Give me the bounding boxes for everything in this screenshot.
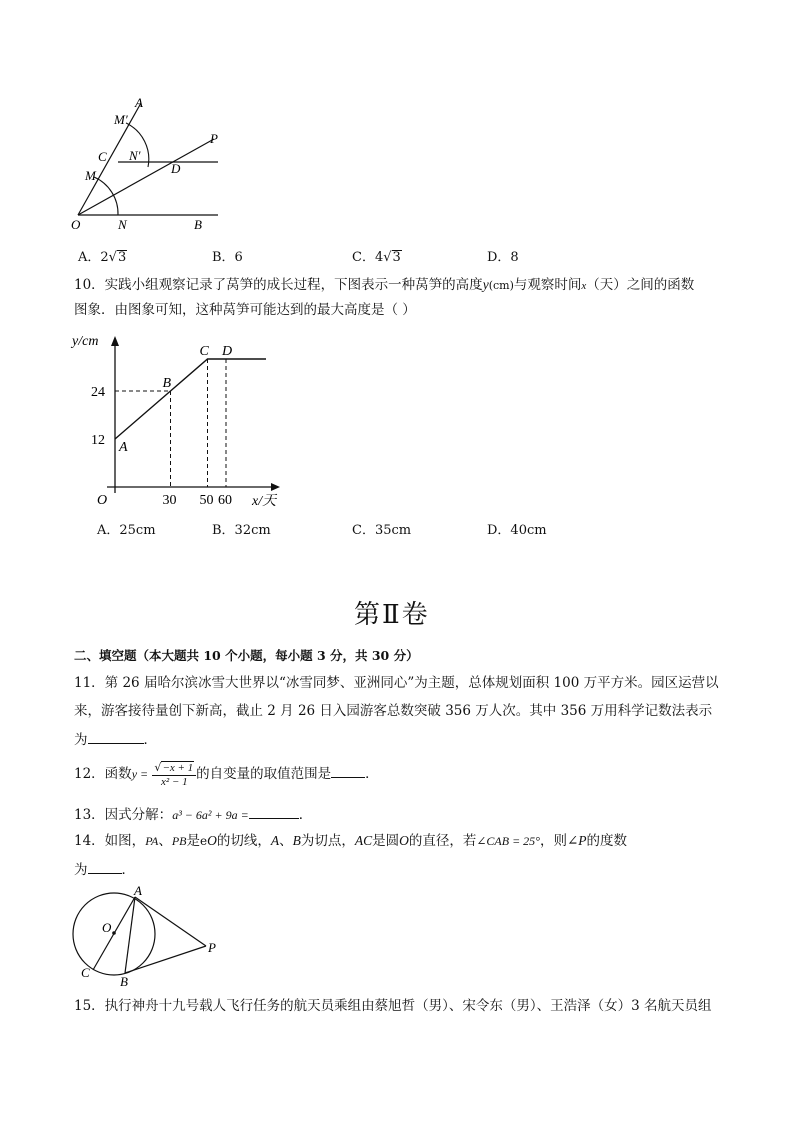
label-b: B	[194, 217, 202, 232]
y-tick-label-12: 12	[91, 433, 105, 448]
q12-line	[74, 760, 379, 789]
growth-line-chart	[66, 328, 296, 510]
label-a: A	[135, 95, 143, 110]
chord-ab	[125, 897, 135, 973]
q14-text-1: 14．如图，	[74, 833, 146, 849]
q14-text-2: 是	[186, 833, 200, 849]
point-label-d: D	[222, 344, 233, 359]
q14-text-6: 的直径，若	[408, 833, 477, 849]
q9-option-c	[352, 246, 402, 265]
q12-prefix: 12．函数	[74, 766, 132, 782]
origin-label: O	[97, 493, 108, 508]
q14-sep-2: 、	[279, 833, 293, 849]
q14-answer-blank	[88, 859, 122, 874]
q13-period: ．	[298, 807, 313, 823]
x-tick-label-50: 50	[199, 493, 214, 508]
q11-line2: 来，游客接待量创下新高，截止 2 月 26 日入园游客总数突破 356 万人次。其中 356 万用科学记数法表示	[74, 703, 713, 719]
q11-line3	[74, 729, 157, 750]
sqrt-symbol: √	[108, 250, 117, 265]
q12-answer-blank	[331, 763, 365, 778]
q14-pa: PA	[145, 834, 159, 848]
q9-option-a	[78, 246, 127, 265]
q11-line3-text: 为	[74, 732, 88, 748]
q11-answer-blank	[88, 729, 144, 744]
point-label-a: A	[119, 440, 128, 455]
section-title: 第Ⅱ卷	[354, 600, 430, 630]
q14-angle: ∠CAB = 25°	[476, 834, 540, 848]
sqrt-symbol: √	[383, 250, 392, 265]
label-m: M	[85, 168, 96, 183]
y-tick-label-24: 24	[91, 385, 105, 400]
q11-line1: 11．第 26 届哈尔滨冰雪大世界以“冰雪同梦、亚洲同心”为主题，总体规划面积 100 万平方米。园区运营以	[74, 675, 719, 691]
q14-ac: AC	[354, 833, 373, 848]
q12-function-var: y =	[131, 767, 149, 781]
q14-line2-text: 为	[74, 862, 88, 878]
q10-text-c: （天）之间的函数	[586, 277, 695, 293]
label-o: O	[102, 920, 112, 935]
q14-line1	[74, 831, 627, 851]
label-d: D	[171, 161, 181, 176]
q14-line2	[74, 859, 135, 880]
q10-option-a: A．25cm	[97, 523, 156, 538]
q14-pb: PB	[171, 834, 187, 848]
q10-var-y: y	[482, 277, 489, 292]
label-n-prime: N′	[129, 148, 141, 163]
tangent-pa	[135, 897, 206, 946]
q10-text-b: 与观察时间	[513, 277, 582, 293]
y-axis-arrow	[111, 336, 119, 346]
label-c: C	[81, 965, 90, 980]
q10-option-c: C．35cm	[352, 523, 412, 538]
label-c: C	[98, 149, 107, 164]
q10-line1	[74, 275, 694, 296]
q14-period: ．	[121, 862, 135, 878]
q12-numerator	[152, 761, 196, 776]
sqrt-symbol: √	[154, 760, 162, 774]
q15-line1: 15．执行神舟十九号载人飞行任务的航天员乘组由蔡旭哲（男）、宋令东（男）、王浩泽（女）3 名航天员组	[74, 998, 712, 1014]
q9-option-c-radicand: 3	[392, 250, 401, 265]
q10-unit: (cm)	[488, 279, 514, 292]
q14-text-5: 是圆	[372, 833, 400, 849]
q9-option-b: B．6	[212, 250, 243, 265]
q14-text-3: 的切线，	[216, 833, 271, 849]
geometry-figure-angle	[66, 95, 226, 235]
tangent-pb	[125, 946, 206, 973]
q11-period: ．	[143, 732, 157, 748]
q9-option-d: D．8	[487, 250, 519, 265]
label-a: A	[134, 883, 142, 898]
x-tick-label-60: 60	[218, 493, 232, 508]
q12-suffix: 的自变量的取值范围是	[196, 766, 332, 782]
x-tick-label-30: 30	[162, 493, 177, 508]
q14-o-2: O	[399, 833, 409, 848]
q9-option-c-text: C．4	[352, 250, 384, 265]
q9-option-a-radicand: 3	[117, 250, 127, 265]
q14-text-7: ，则	[539, 833, 567, 849]
label-p: P	[210, 131, 218, 146]
geometry-figure-circle-tangents	[66, 882, 226, 990]
q13-prefix: 13．因式分解：	[74, 807, 173, 823]
point-label-b: B	[162, 376, 172, 391]
q14-text-4: 为切点，	[300, 833, 355, 849]
label-m-prime: M′	[114, 112, 128, 127]
q9-option-a-text: A．2	[78, 250, 109, 265]
q14-text-8: 的度数	[586, 833, 628, 849]
x-axis-label: x/天	[252, 494, 277, 509]
q10-line2: 图象．由图象可知，这种莴笋可能达到的最大高度是（ ）	[74, 302, 416, 318]
q12-denominator: x² − 1	[160, 775, 188, 788]
q14-o-1: O	[207, 833, 217, 848]
q14-angle-p: ∠P	[566, 833, 587, 848]
q14-sep-1: 、	[158, 833, 172, 849]
series-line	[115, 359, 266, 439]
q12-period: ．	[365, 766, 379, 782]
center-point	[112, 931, 116, 935]
q14-a: A	[270, 833, 280, 848]
point-label-c: C	[199, 344, 209, 359]
label-p: P	[208, 940, 216, 955]
arc-mn	[94, 177, 118, 215]
label-o: O	[71, 217, 81, 232]
q12-radicand: −x + 1	[162, 761, 194, 774]
circle-symbol: e	[199, 834, 208, 848]
y-axis-label: y/cm	[72, 334, 99, 349]
x-axis-arrow	[271, 483, 280, 491]
q12-fraction	[152, 761, 196, 789]
q10-var-x: x	[581, 280, 587, 292]
q14-b: B	[292, 833, 301, 848]
q10-option-d: D．40cm	[487, 523, 547, 538]
q10-option-b: B．32cm	[212, 523, 271, 538]
label-b: B	[120, 974, 128, 989]
q13-line	[74, 804, 312, 825]
q13-answer-blank	[249, 804, 299, 819]
section-subtitle: 二、填空题（本大题共 10 个小题，每小题 3 分，共 30 分）	[74, 648, 419, 663]
q13-expression: a³ − 6a² + 9a =	[172, 808, 249, 822]
q10-text-a: 10．实践小组观察记录了莴笋的成长过程，下图表示一种莴笋的高度	[74, 277, 483, 293]
label-n: N	[118, 217, 127, 232]
